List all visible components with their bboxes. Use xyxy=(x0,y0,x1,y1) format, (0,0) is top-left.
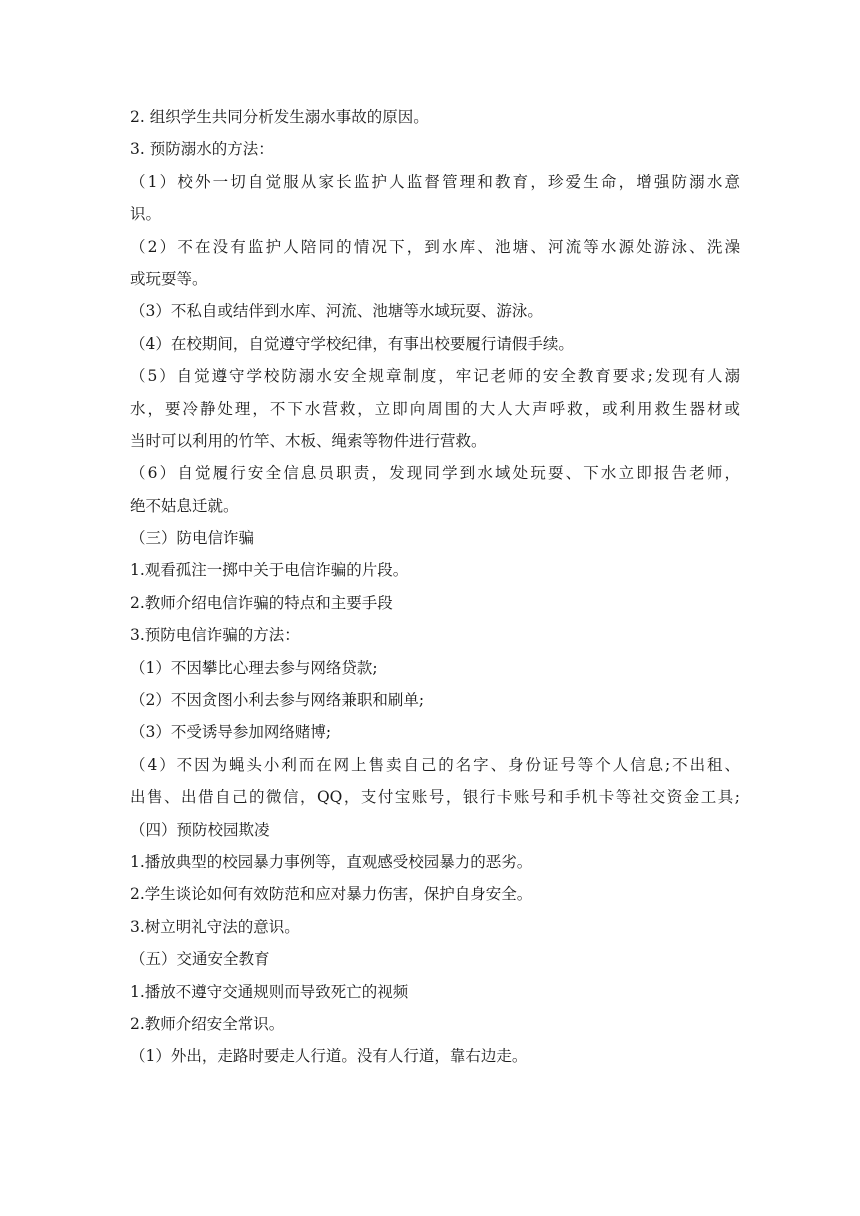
text-line: （2）不因贪图小利去参与网络兼职和刷单; xyxy=(130,691,425,710)
text-line: （4）在校期间，自觉遵守学校纪律，有事出校要履行请假手续。 xyxy=(130,334,574,353)
text-line: （4）不因为蝇头小利而在网上售卖自己的名字、身份证号等个人信息;不出租、 xyxy=(130,755,740,774)
text-line: （2）不在没有监护人陪同的情况下，到水库、池塘、河流等水源处游泳、洗澡 xyxy=(130,237,740,256)
document-body xyxy=(130,101,740,1073)
text-line: 1.播放不遵守交通规则而导致死亡的视频 xyxy=(130,982,409,1001)
text-line: （三）防电信诈骗 xyxy=(130,529,255,548)
text-line: （1）不因攀比心理去参与网络贷款; xyxy=(130,658,378,677)
text-line: 2. 组织学生共同分析发生溺水事故的原因。 xyxy=(130,108,429,126)
text-line: 3. 预防溺水的方法： xyxy=(130,140,274,159)
text-line: （5）自觉遵守学校防溺水安全规章制度，牢记老师的安全教育要求;发现有人溺 xyxy=(130,367,740,386)
text-line: （四）预防校园欺凌 xyxy=(130,820,270,839)
text-line: 2.教师介绍电信诈骗的特点和主要手段 xyxy=(130,593,393,612)
text-line: 识。 xyxy=(130,205,162,224)
text-line: 3.预防电信诈骗的方法： xyxy=(130,626,300,645)
text-line: （6）自觉履行安全信息员职责，发现同学到水域处玩耍、下水立即报告老师， xyxy=(130,464,740,483)
text-line: 水，要冷静处理，不下水营救，立即向周围的大人大声呼救，或利用救生器材或 xyxy=(130,399,740,418)
text-line: 1.观看孤注一掷中关于电信诈骗的片段。 xyxy=(130,561,409,580)
text-line: 绝不姑息迁就。 xyxy=(130,496,239,515)
text-line: （五）交通安全教育 xyxy=(130,950,270,969)
text-line: 3.树立明礼守法的意识。 xyxy=(130,917,300,936)
text-line: 出售、出借自己的微信，QQ，支付宝账号，银行卡账号和手机卡等社交资金工具; xyxy=(130,788,740,807)
text-line: （3）不私自或结伴到水库、河流、池塘等水域玩耍、游泳。 xyxy=(130,302,543,321)
text-line: 1.播放典型的校园暴力事例等，直观感受校园暴力的恶劣。 xyxy=(130,852,533,871)
text-line: 2.学生谈论如何有效防范和应对暴力伤害，保护自身安全。 xyxy=(130,885,533,904)
text-line: 当时可以利用的竹竿、木板、绳索等物件进行营救。 xyxy=(130,431,487,450)
text-line: （1）外出，走路时要走人行道。没有人行道，靠右边走。 xyxy=(130,1047,528,1066)
text-line: （1）校外一切自觉服从家长监护人监督管理和教育，珍爱生命，增强防溺水意 xyxy=(130,172,740,191)
text-line: 或玩耍等。 xyxy=(130,269,208,288)
text-line: （3）不受诱导参加网络赌博; xyxy=(130,723,332,742)
text-line: 2.教师介绍安全常识。 xyxy=(130,1014,285,1033)
